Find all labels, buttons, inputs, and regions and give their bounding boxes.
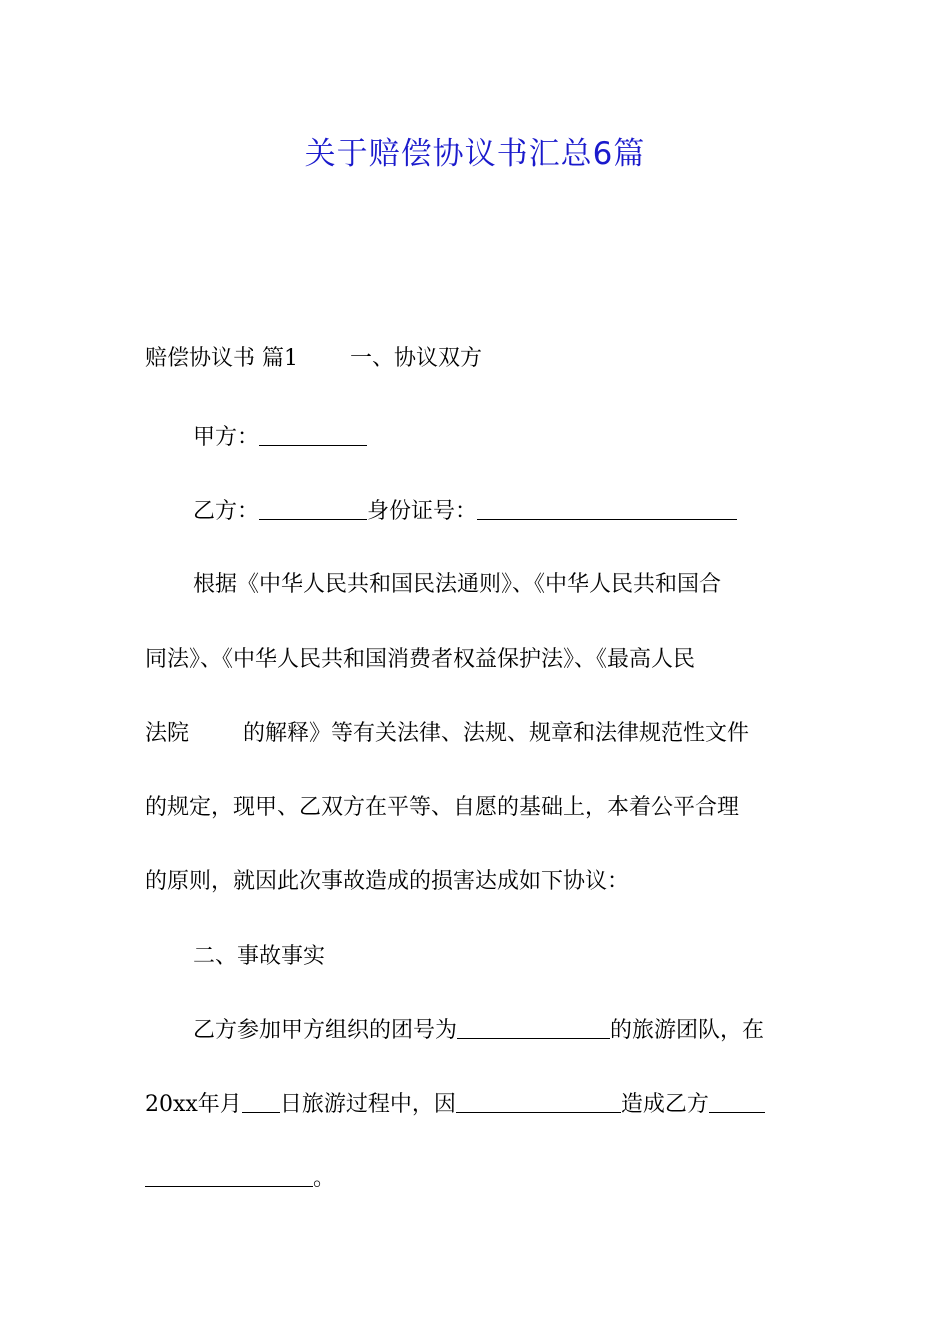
paragraph-text: 法院 — [145, 721, 190, 746]
paragraph-text: 。 — [313, 1166, 336, 1191]
id-number-label: 身份证号： — [367, 499, 478, 524]
party-b-blank — [259, 499, 367, 520]
result-blank-continued — [145, 1166, 313, 1187]
day-blank — [242, 1092, 280, 1113]
paragraph-text: 乙方参加甲方组织的团号为 — [193, 1018, 458, 1043]
paragraph-text: 20xx年月 — [145, 1092, 242, 1117]
party-a-label: 甲方： — [193, 425, 260, 450]
paragraph-text: 日旅游过程中，因 — [279, 1092, 456, 1117]
cause-blank — [456, 1092, 621, 1113]
paragraph-line — [145, 719, 810, 749]
paragraph-heading-line — [145, 344, 810, 374]
paragraph-text: 造成乙方 — [620, 1092, 709, 1117]
paragraph-line: 同法》、《中华人民共和国消费者权益保护法》、《最高人民 — [145, 647, 696, 672]
paragraph-line: 根据《中华人民共和国民法通则》、《中华人民共和国合 — [193, 572, 722, 597]
document-title: 关于赔偿协议书汇总6篇 — [304, 136, 646, 172]
section-heading: 一、协议双方 — [350, 346, 483, 371]
party-a-line — [193, 423, 810, 453]
paragraph-line — [145, 1090, 810, 1120]
party-b-line — [193, 497, 810, 527]
party-a-blank — [259, 425, 367, 446]
tour-number-blank — [457, 1018, 610, 1039]
id-number-blank — [477, 499, 737, 520]
paragraph-text: 的解释》等有关法律、法规、规章和法律规范性文件 — [243, 721, 750, 746]
paragraph-line — [145, 1164, 810, 1194]
section-label: 赔偿协议书 篇1 — [145, 346, 298, 371]
paragraph-line — [193, 1016, 810, 1046]
result-blank — [709, 1092, 765, 1113]
section-heading: 二、事故事实 — [193, 944, 326, 969]
paragraph-line: 的规定，现甲、乙双方在平等、自愿的基础上，本着公平合理 — [145, 795, 740, 820]
paragraph-text: 的旅游团队，在 — [610, 1018, 765, 1043]
party-b-label: 乙方： — [193, 499, 260, 524]
paragraph-line: 的原则，就因此次事故造成的损害达成如下协议： — [145, 869, 630, 894]
